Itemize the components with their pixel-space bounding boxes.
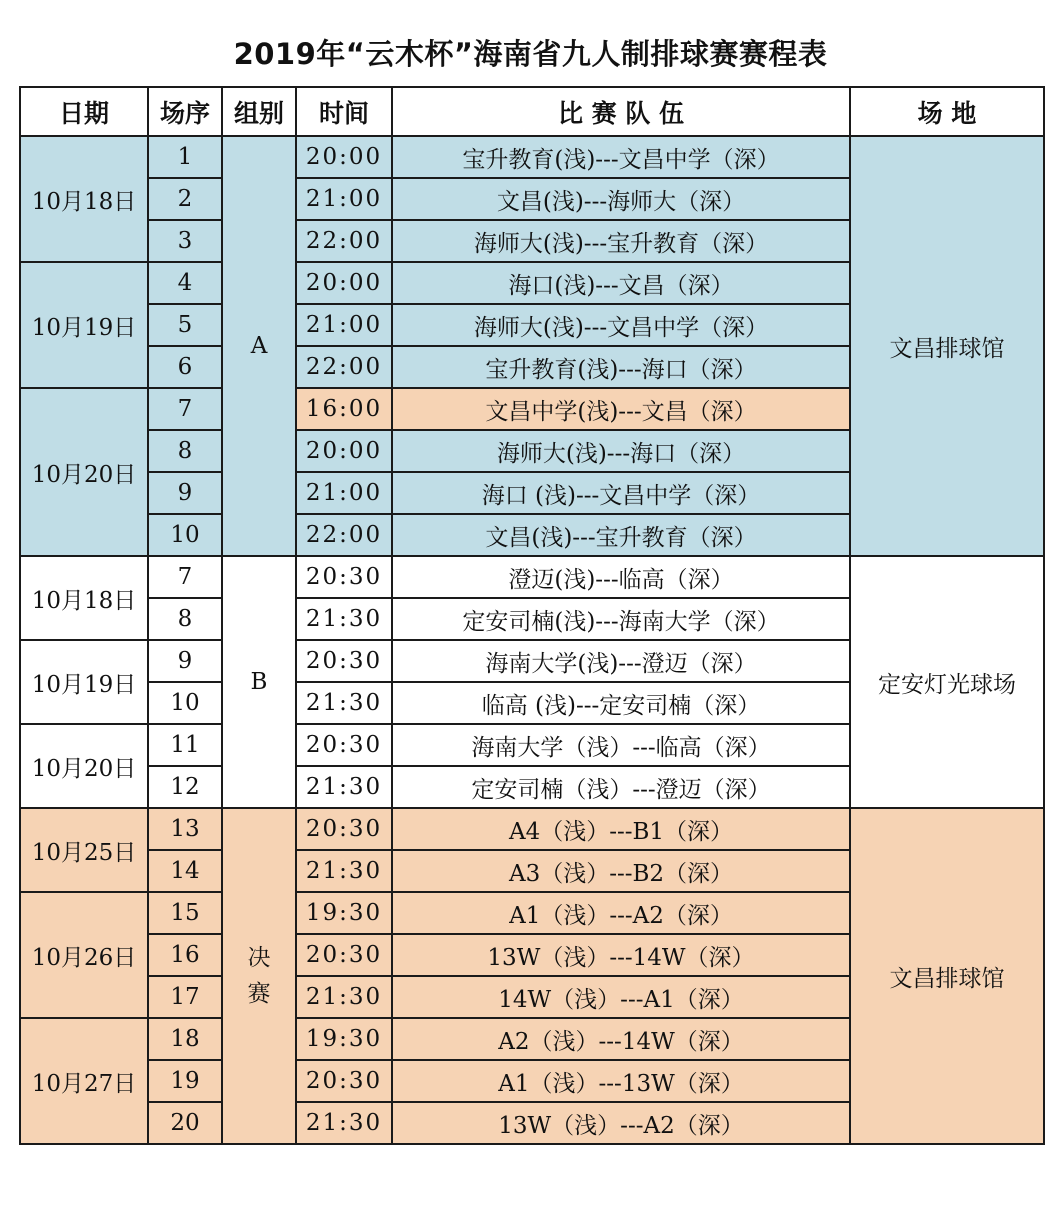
teams-cell: 定安司楠(浅)---海南大学（深）: [392, 598, 850, 640]
time-cell: 21:30: [296, 766, 392, 808]
seq-cell: 19: [148, 1060, 222, 1102]
teams-cell: 临高 (浅)---定安司楠（深）: [392, 682, 850, 724]
time-cell: 22:00: [296, 514, 392, 556]
seq-cell: 2: [148, 178, 222, 220]
seq-cell: 6: [148, 346, 222, 388]
time-cell: 20:30: [296, 724, 392, 766]
time-cell: 21:00: [296, 178, 392, 220]
date-cell: 10月20日: [20, 388, 148, 556]
teams-cell: 澄迈(浅)---临高（深）: [392, 556, 850, 598]
time-cell: 22:00: [296, 220, 392, 262]
teams-cell: A4（浅）---B1（深）: [392, 808, 850, 850]
teams-cell: 文昌中学(浅)---文昌（深）: [392, 388, 850, 430]
seq-cell: 17: [148, 976, 222, 1018]
group-cell: A: [222, 136, 296, 556]
seq-cell: 7: [148, 388, 222, 430]
date-cell: 10月19日: [20, 262, 148, 388]
teams-cell: 宝升教育(浅)---海口（深）: [392, 346, 850, 388]
time-cell: 20:00: [296, 262, 392, 304]
seq-cell: 4: [148, 262, 222, 304]
teams-cell: 海师大(浅)---海口（深）: [392, 430, 850, 472]
teams-cell: 海南大学(浅)---澄迈（深）: [392, 640, 850, 682]
group-cell: [222, 808, 296, 1144]
seq-cell: 16: [148, 934, 222, 976]
teams-cell: 海师大(浅)---宝升教育（深）: [392, 220, 850, 262]
time-cell: 20:30: [296, 556, 392, 598]
seq-cell: 11: [148, 724, 222, 766]
seq-cell: 15: [148, 892, 222, 934]
venue-cell: 定安灯光球场: [850, 556, 1044, 808]
time-cell: 19:30: [296, 1018, 392, 1060]
header-time: 时间: [296, 87, 392, 136]
header-teams: 比 赛 队 伍: [392, 87, 850, 136]
seq-cell: 9: [148, 640, 222, 682]
teams-cell: 海师大(浅)---文昌中学（深）: [392, 304, 850, 346]
time-cell: 21:00: [296, 472, 392, 514]
teams-cell: 文昌(浅)---海师大（深）: [392, 178, 850, 220]
time-cell: 21:00: [296, 304, 392, 346]
time-cell: 20:30: [296, 934, 392, 976]
header-seq: 场序: [148, 87, 222, 136]
seq-cell: 20: [148, 1102, 222, 1144]
table-row: [20, 808, 1044, 850]
teams-cell: 海口 (浅)---文昌中学（深）: [392, 472, 850, 514]
seq-cell: 10: [148, 682, 222, 724]
time-cell: 21:30: [296, 598, 392, 640]
teams-cell: 定安司楠（浅）---澄迈（深）: [392, 766, 850, 808]
teams-cell: 13W（浅）---A2（深）: [392, 1102, 850, 1144]
time-cell: 21:30: [296, 976, 392, 1018]
venue-cell: 文昌排球馆: [850, 808, 1044, 1144]
time-cell: 22:00: [296, 346, 392, 388]
date-cell: 10月26日: [20, 892, 148, 1018]
group-cell: B: [222, 556, 296, 808]
header-date: 日期: [20, 87, 148, 136]
header-group: 组别: [222, 87, 296, 136]
time-cell: 21:30: [296, 1102, 392, 1144]
teams-cell: A3（浅）---B2（深）: [392, 850, 850, 892]
seq-cell: 3: [148, 220, 222, 262]
group-char: 赛: [247, 981, 271, 1007]
seq-cell: 14: [148, 850, 222, 892]
seq-cell: 18: [148, 1018, 222, 1060]
time-cell: 19:30: [296, 892, 392, 934]
teams-cell: 海口(浅)---文昌（深）: [392, 262, 850, 304]
seq-cell: 10: [148, 514, 222, 556]
date-cell: 10月25日: [20, 808, 148, 892]
seq-cell: 13: [148, 808, 222, 850]
teams-cell: A2（浅）---14W（深）: [392, 1018, 850, 1060]
date-cell: 10月27日: [20, 1018, 148, 1144]
time-cell: 20:00: [296, 136, 392, 178]
seq-cell: 8: [148, 430, 222, 472]
time-cell: 20:30: [296, 808, 392, 850]
group-char: 决: [247, 945, 271, 971]
header-venue: 场 地: [850, 87, 1044, 136]
teams-cell: A1（浅）---A2（深）: [392, 892, 850, 934]
time-cell: 20:00: [296, 430, 392, 472]
date-cell: 10月20日: [20, 724, 148, 808]
teams-cell: 13W（浅）---14W（深）: [392, 934, 850, 976]
seq-cell: 12: [148, 766, 222, 808]
seq-cell: 1: [148, 136, 222, 178]
teams-cell: A1（浅）---13W（深）: [392, 1060, 850, 1102]
date-cell: 10月18日: [20, 556, 148, 640]
schedule-body: [20, 136, 1044, 1144]
time-cell: 21:30: [296, 682, 392, 724]
schedule-table: [19, 86, 1045, 1145]
time-cell: 21:30: [296, 850, 392, 892]
time-cell: 20:30: [296, 1060, 392, 1102]
table-row: [20, 556, 1044, 598]
time-cell: 16:00: [296, 388, 392, 430]
page-title: 2019年“云木杯”海南省九人制排球赛赛程表: [233, 37, 828, 71]
seq-cell: 9: [148, 472, 222, 514]
teams-cell: 海南大学（浅）---临高（深）: [392, 724, 850, 766]
seq-cell: 8: [148, 598, 222, 640]
teams-cell: 14W（浅）---A1（深）: [392, 976, 850, 1018]
date-cell: 10月18日: [20, 136, 148, 262]
teams-cell: 宝升教育(浅)---文昌中学（深）: [392, 136, 850, 178]
seq-cell: 5: [148, 304, 222, 346]
teams-cell: 文昌(浅)---宝升教育（深）: [392, 514, 850, 556]
seq-cell: 7: [148, 556, 222, 598]
date-cell: 10月19日: [20, 640, 148, 724]
time-cell: 20:30: [296, 640, 392, 682]
header-row: [20, 87, 1044, 136]
table-row: [20, 136, 1044, 178]
venue-cell: 文昌排球馆: [850, 136, 1044, 556]
